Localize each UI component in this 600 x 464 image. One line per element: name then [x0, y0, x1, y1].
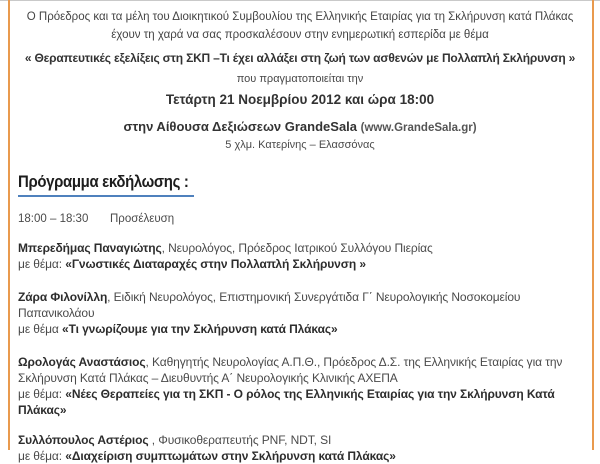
program-heading-underline	[18, 195, 194, 197]
speaker-name: Συλλόπουλος Αστέριος	[18, 433, 152, 447]
venue-location: 5 χλμ. Κατερίνης – Ελασσόνας	[225, 139, 375, 151]
speaker-role: , Φυσικοθεραπευτής PNF, NDT, SI	[151, 433, 332, 447]
invitation-intro	[18, 8, 582, 44]
event-theme-title: « Θεραπευτικές εξελίξεις στη ΣΚΠ –Τι έχει αλλάξει στη ζωή των ασθενών με Πολλαπλή Σκλήρυνση »	[24, 51, 576, 65]
held-on-text: που πραγματοποιείται την	[236, 73, 364, 85]
event-datetime: Τετάρτη 21 Νοεμβρίου 2012 και ώρα 18:00	[165, 92, 435, 107]
page-right-border	[592, 0, 594, 450]
program-heading: Πρόγραμμα εκδήλωσης :	[18, 172, 189, 191]
topic-prefix: με θέμα	[18, 322, 63, 336]
speaker-name: Ωρολογάς Αναστάσιος	[18, 355, 146, 369]
speaker-topic-line	[18, 386, 582, 418]
venue-url: (www.GrandeSala.gr)	[360, 122, 477, 134]
speaker-entry	[18, 354, 582, 418]
topic-prefix: με θέμα:	[18, 387, 66, 401]
intro-line-1: Ο Πρόεδρος και τα μέλη του Διοικητικού Συμβουλίου της Ελληνικής Εταιρίας για τη Σκλήρυνση κατά Πλάκας	[26, 11, 574, 23]
speaker-role: , Νευρολόγος, Πρόεδρος Ιατρικού Συλλόγου Πιερίας	[161, 241, 433, 255]
speaker-name: Ζάρα Φιλονίλλη	[18, 290, 108, 304]
speaker-name: Μπερεδήμας Παναγιώτης	[18, 241, 162, 255]
speaker-entry	[18, 289, 582, 337]
speaker-title-line	[18, 354, 582, 386]
intro-line-2: έχουν τη χαρά να σας προσκαλέσουν στην ενημερωτική εσπερίδα με θέμα	[111, 29, 489, 41]
page-content	[14, 0, 586, 463]
schedule-item: Προσέλευση	[110, 213, 175, 225]
speaker-entry	[18, 432, 582, 464]
schedule-row	[18, 213, 582, 225]
event-venue	[18, 119, 582, 134]
speaker-title-line	[18, 432, 582, 448]
program-heading-block	[18, 172, 212, 197]
topic-prefix: με θέμα:	[18, 449, 66, 463]
speaker-topic-line	[18, 321, 582, 337]
speaker-topic: «Διαχείριση συμπτωμάτων στην Σκλήρυνση κατά Πλάκας»	[65, 449, 396, 463]
speaker-topic: «Νέες Θεραπείες για τη ΣΚΠ - Ο ρόλος της Ελληνικής Εταιρίας για την Σκλήρυνση Κατά Πλάκας»	[18, 387, 555, 417]
topic-prefix: με θέμα:	[18, 257, 66, 271]
speaker-title-line	[18, 289, 582, 321]
schedule-time: 18:00 – 18:30	[18, 213, 89, 225]
speaker-role: , Καθηγητής Νευρολογίας Α.Π.Θ., Πρόεδρος Δ.Σ. της Ελληνικής Εταιρίας για την Σκλήρυνση Κατά Πλάκας – Διευθυντής Α΄ Νευρολογικής Κλινικής ΑΧΕΠΑ	[18, 355, 563, 385]
speaker-topic-line	[18, 448, 582, 464]
page-left-border	[8, 0, 10, 450]
speaker-entry	[18, 240, 582, 272]
speaker-topic-line	[18, 256, 582, 272]
speaker-role: , Ειδική Νευρολόγος, Επιστημονική Συνεργάτιδα Γ΄ Νευρολογικής Νοσοκομείου Παπανικολάου	[18, 290, 521, 320]
speaker-topic: «Γνωστικές Διαταραχές στην Πολλαπλή Σκλήρυνση »	[65, 257, 366, 271]
speaker-title-line	[18, 240, 582, 256]
venue-name: στην Αίθουσα Δεξιώσεων GrandeSala	[123, 119, 358, 134]
speaker-topic: «Τι γνωρίζουμε για την Σκλήρυνση κατά Πλάκας»	[62, 322, 338, 336]
